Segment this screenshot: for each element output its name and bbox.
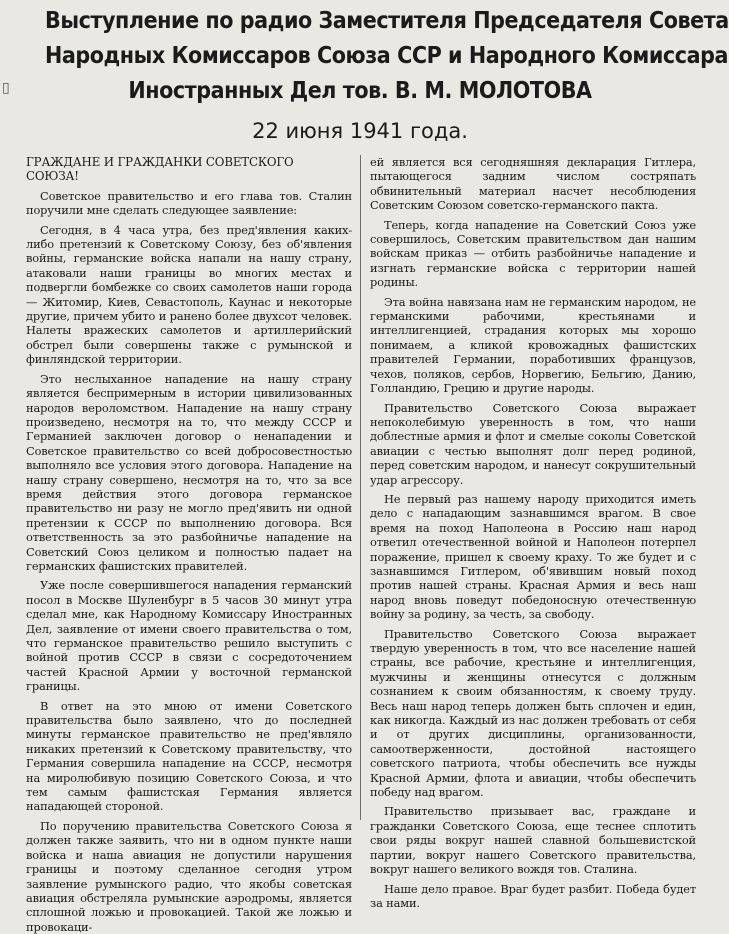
salutation-line-2: СОЮЗА!: [26, 169, 79, 184]
paragraph: Правительство Советского Союза выражает непоколебимую уверенность в том, что наши доблестные армия и флот и смелые соколы Советской авиации с честью выполнят долг перед родиной, перед советским народом, и нанесут сокрушительный удар агрессору.: [370, 400, 696, 487]
headline-line-2: Народных Комиссаров Союза ССР и Народного Комиссара: [45, 43, 728, 69]
paragraph: Сегодня, в 4 часа утра, без пред'явления каких-либо претензий к Советскому Союзу, без об'явления войны, германские войска напали на нашу страну, атаковали наши границы во многих местах и подвергли бомбежке со своих самолетов наши города — Житомир, Киев, Севастополь, Каунас и некоторые другие, причем убито и ранено более двухсот человек. Налеты вражеских самолетов и артиллерийский обстрел были совершены также с румынской и финляндской территории.: [26, 222, 352, 367]
paragraph: Правительство призывает вас, граждане и гражданки Советского Союза, еще теснее сплотить свои ряды вокруг нашей славной большевистской партии, вокруг нашего Советского правительства, вокруг нашего великого вождя тов. Сталина.: [370, 804, 696, 877]
paragraph: Это неслыханное нападение на нашу страну является беспримерным в истории цивилизованных народов вероломством. Нападение на нашу страну произведено, несмотря на то, что между СССР и Германией заключен договор о ненападении и Советское правительство со всей добросовестностью выполняло все условия этого договора. Нападение на нашу страну совершено, несмотря на то, что за все время действия этого договора германское правительство ни разу не могло пред'явить ни одной претензии к СССР по выполнению договора. Вся ответственность за это разбойничье нападение на Советский Союз целиком и полностью падает на германских фашистских правителей.: [26, 371, 352, 573]
headline-line-1: Выступление по радио Заместителя Председателя Совета: [45, 8, 729, 34]
salutation: [26, 155, 352, 184]
headline: [45, 4, 729, 109]
date-line: 22 июня 1941 года.: [252, 119, 468, 143]
paragraph: Не первый раз нашему народу приходится иметь дело с нападающим зазнавшимся врагом. В свое время на поход Наполеона в Россию наш народ ответил отечественной войной и Наполеон потерпел поражение, пришел к своему краху. То же будет и с зазнавшимся Гитлером, об'явившим новый поход против нашей страны. Красная Армия и весь наш народ вновь поведут победоносную отечественную войну за родину, за честь, за свободу.: [370, 491, 696, 622]
column-divider: [360, 155, 361, 820]
page-edge-mark: ▯: [2, 81, 10, 96]
paragraph: Уже после совершившегося нападения германский посол в Москве Шуленбург в 5 часов 30 минут утра сделал мне, как Народному Комиссару Иностранных Дел, заявление от имени своего правительства о том, что германское правительство решило выступить с войной против СССР в связи с сосредоточением частей Красной Армии у восточной германской границы.: [26, 578, 352, 694]
paragraph: Эта война навязана нам не германским народом, не германскими рабочими, крестьянами и интеллигенцией, страдания которых мы хорошо понимаем, а кликой кровожадных фашистских правителей Германии, поработивших французов, чехов, поляков, сербов, Норвегию, Бельгию, Данию, Голландию, Грецию и другие народы.: [370, 294, 696, 396]
paragraph: Советское правительство и его глава тов. Сталин поручили мне сделать следующее заявление:: [26, 188, 352, 218]
left-column: [26, 155, 352, 934]
paragraph: В ответ на это мною от имени Советского правительства было заявлено, что до последней минуты германское правительство не пред'являло никаких претензий к Советскому правительству, что Германия совершила нападение на СССР, несмотря на миролюбивую позицию Советского Союза, и что тем самым фашистская Германия является нападающей стороной.: [26, 698, 352, 814]
continued-paragraph: ей является вся сегодняшняя декларация Гитлера, пытающегося задним числом состряпать обвинительный материал насчет несоблюдения Советским Союзом советско-германского пакта.: [370, 155, 696, 213]
paragraph: Теперь, когда нападение на Советский Союз уже совершилось, Советским правительством дан нашим войскам приказ — отбить разбойничье нападение и изгнать германские войска с территории нашей родины.: [370, 217, 696, 290]
right-column: [370, 155, 696, 910]
headline-line-3: Иностранных Дел тов. В. М. МОЛОТОВА: [128, 78, 592, 104]
paragraph: По поручению правительства Советского Союза я должен также заявить, что ни в одном пункте наши войска и наша авиация не допустили нарушения границы и поэтому сделанное сегодня утром заявление румынского радио, что якобы советская авиация обстреляла румынские аэродромы, является сплошной ложью и провокацией. Такой же ложью и провокаци-: [26, 818, 352, 934]
salutation-line-1: ГРАЖДАНЕ И ГРАЖДАНКИ СОВЕТСКОГО: [26, 155, 294, 169]
closing-paragraph: Наше дело правое. Враг будет разбит. Победа будет за нами.: [370, 881, 696, 910]
paragraph: Правительство Советского Союза выражает твердую уверенность в том, что все население нашей страны, все рабочие, крестьяне и интеллигенция, мужчины и женщины отнесутся с должным сознанием к своим обязанностям, к своему труду. Весь наш народ теперь должен быть сплочен и един, как никогда. Каждый из нас должен требовать от себя и от других дисциплины, организованности, самоотверженности, достойной настоящего советского патриота, чтобы обеспечить все нужды Красной Армии, флота и авиации, чтобы обеспечить победу над врагом.: [370, 626, 696, 800]
